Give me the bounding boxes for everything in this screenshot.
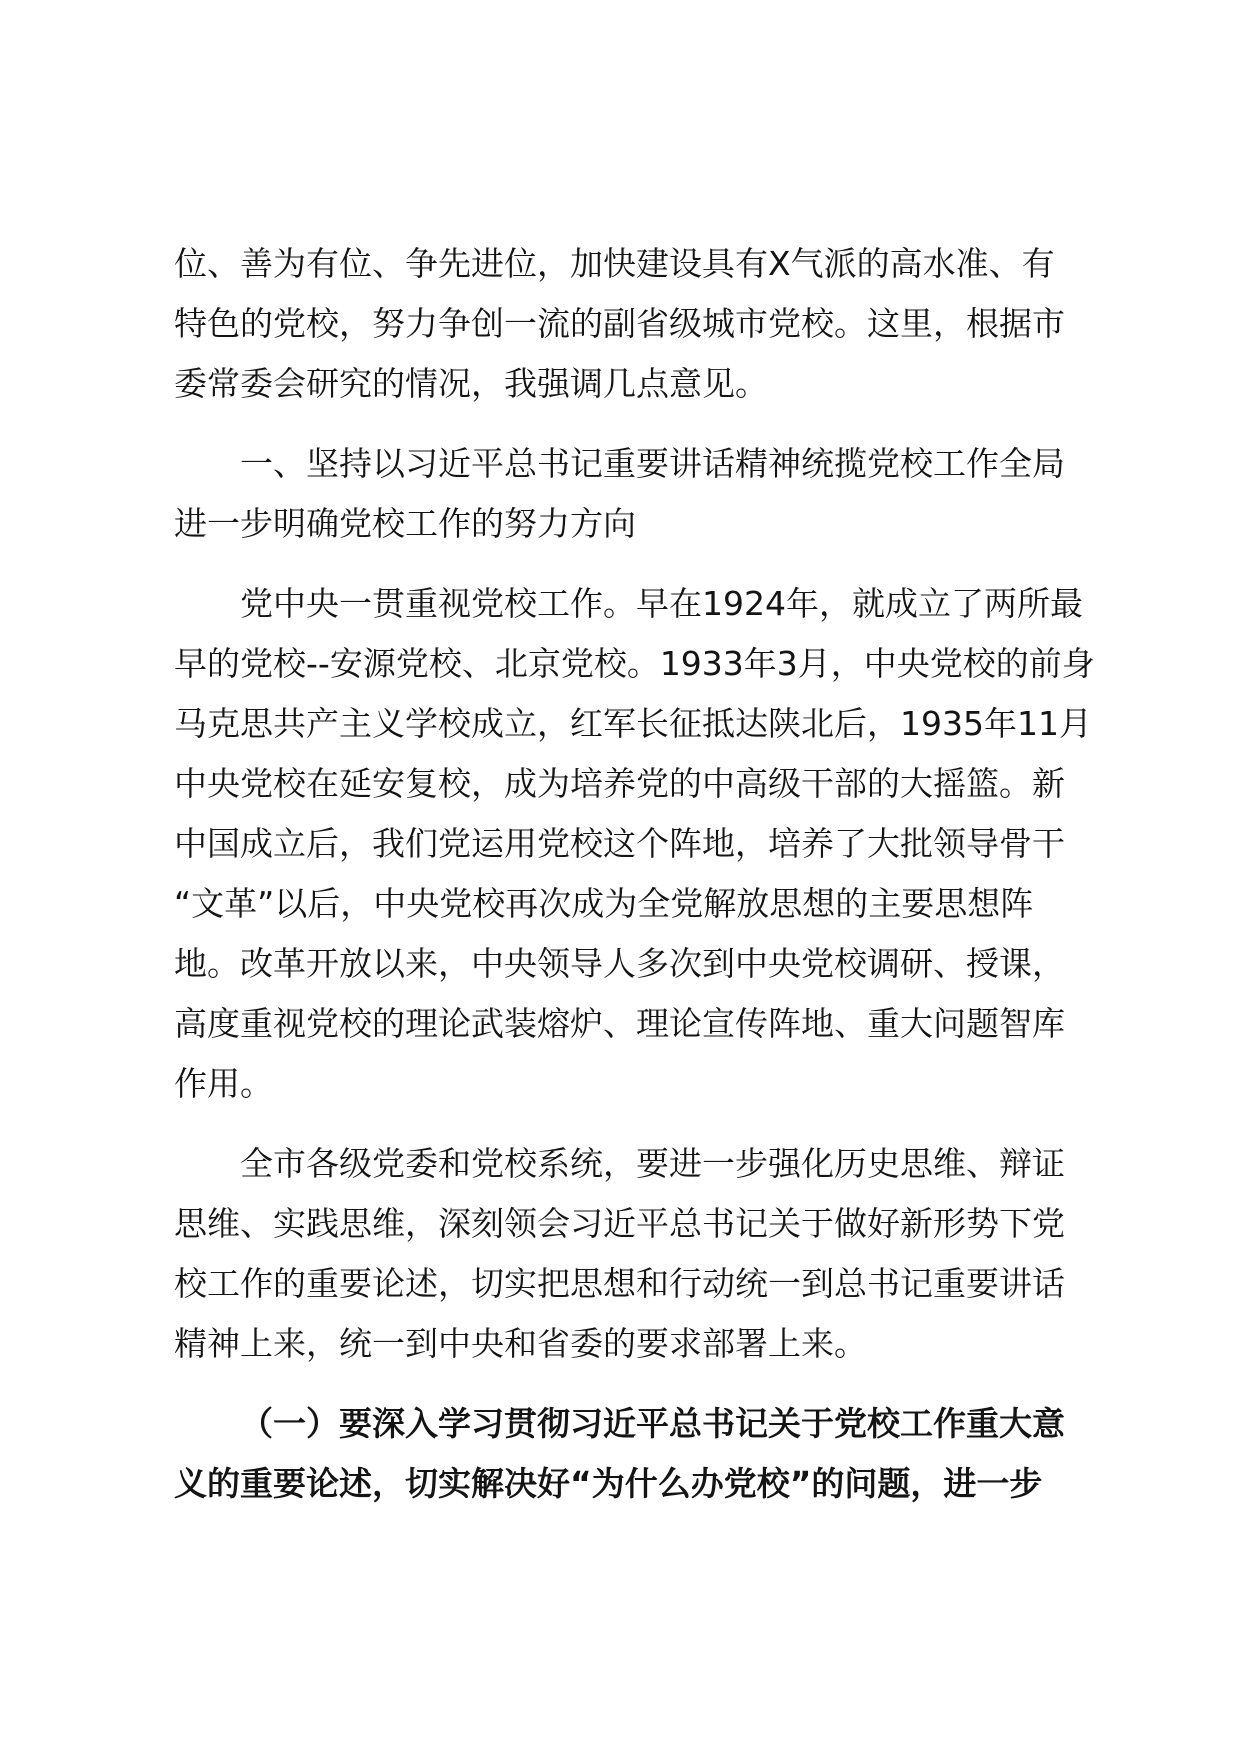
paragraph-line: 中央党校在延安复校，成为培养党的中高级干部的大摇篮。新 <box>174 764 1065 803</box>
paragraph-line: 特色的党校，努力争创一流的副省级城市党校。这里，根据市 <box>174 304 1065 343</box>
paragraph-line: 党中央一贯重视党校工作。早在1924年，就成立了两所最 <box>240 584 1083 623</box>
section-heading-line: 一、坚持以习近平总书记重要讲话精神统揽党校工作全局 <box>240 444 1065 483</box>
paragraph-line: 全市各级党委和党校系统，要进一步强化历史思维、辩证 <box>240 1144 1065 1183</box>
paragraph-line: 高度重视党校的理论武装熔炉、理论宣传阵地、重大问题智库 <box>174 1004 1065 1043</box>
subsection-heading-line: 义的重要论述，切实解决好“为什么办党校”的问题，进一步 <box>174 1464 1043 1503</box>
paragraph-line: 地。改革开放以来，中央领导人多次到中央党校调研、授课， <box>174 944 1065 983</box>
subsection-heading-line: （一）要深入学习贯彻习近平总书记关于党校工作重大意 <box>240 1404 1065 1443</box>
paragraph-line: 位、善为有位、争先进位，加快建设具有X气派的高水准、有 <box>174 244 1055 283</box>
paragraph-line: 委常委会研究的情况，我强调几点意见。 <box>174 364 768 403</box>
paragraph-line: 思维、实践思维，深刻领会习近平总书记关于做好新形势下党 <box>174 1204 1065 1243</box>
paragraph-line: “文革”以后，中央党校再次成为全党解放思想的主要思想阵 <box>174 884 1034 923</box>
section-heading-line: 进一步明确党校工作的努力方向 <box>174 504 636 543</box>
paragraph-line: 中国成立后，我们党运用党校这个阵地，培养了大批领导骨干 <box>174 824 1065 863</box>
paragraph-line: 马克思共产主义学校成立，红军长征抵达陕北后，1935年11月 <box>174 704 1092 743</box>
paragraph-line: 精神上来，统一到中央和省委的要求部署上来。 <box>174 1324 867 1363</box>
paragraph-line: 校工作的重要论述，切实把思想和行动统一到总书记重要讲话 <box>174 1264 1065 1303</box>
paragraph-line: 作用。 <box>174 1064 273 1103</box>
paragraph-line: 早的党校--安源党校、北京党校。1933年3月，中央党校的前身 <box>174 644 1095 683</box>
